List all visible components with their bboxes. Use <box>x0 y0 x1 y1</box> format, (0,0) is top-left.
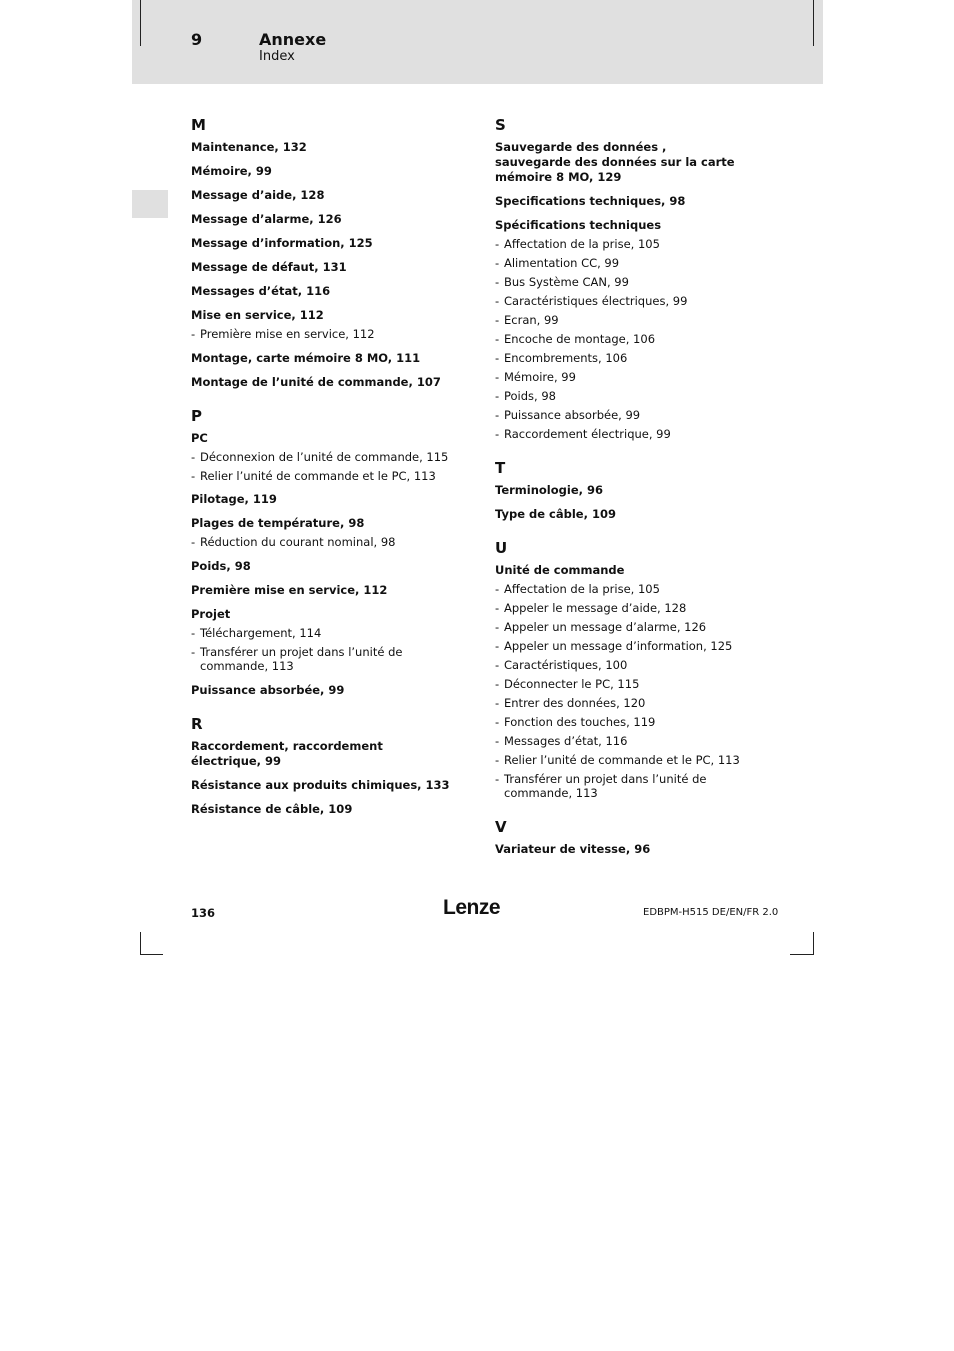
index-entry: Variateur de vitesse, 96 <box>495 841 651 856</box>
sub-entry: - Affectation de la prise, 105 <box>495 237 745 252</box>
sub-entry: - Encombrements, 106 <box>495 351 745 366</box>
index-entry: Résistance de câble, 109 <box>191 801 353 816</box>
index-section <box>495 116 745 442</box>
index-entry: Sauvegarde des données , sauvegarde des données sur la carte mémoire 8 MO, 129 <box>495 140 735 184</box>
index-entry: Spécifications techniques <box>495 218 662 232</box>
index-entry: Messages d’état, 116 <box>191 284 331 298</box>
section-letter: M <box>191 116 206 134</box>
crop-mark <box>790 954 814 955</box>
page-number: 136 <box>191 906 216 920</box>
sub-entry-list <box>191 626 451 674</box>
sub-entry: - Bus Système CAN, 99 <box>495 275 745 290</box>
chapter-title: Annexe <box>259 30 327 49</box>
index-column-right <box>495 116 745 874</box>
chapter-subtitle: Index <box>259 49 295 64</box>
sub-entry: - Réduction du courant nominal, 98 <box>191 535 451 550</box>
sub-entry: - Appeler un message d’information, 125 <box>495 639 745 654</box>
sub-entry-list <box>191 535 451 550</box>
section-letter: U <box>495 538 508 557</box>
index-entry: Specifications techniques, 98 <box>495 194 686 208</box>
index-entry: Raccordement, raccordement électrique, 99 <box>191 738 383 768</box>
sub-entry: - Première mise en service, 112 <box>191 327 451 342</box>
index-section <box>495 818 745 857</box>
crop-mark <box>813 0 814 46</box>
section-letter: S <box>495 116 506 134</box>
sub-entry: - Encoche de montage, 106 <box>495 332 745 347</box>
index-entry: Montage, carte mémoire 8 MO, 111 <box>191 350 421 365</box>
index-entry: Type de câble, 109 <box>495 506 616 521</box>
sub-entry: - Téléchargement, 114 <box>191 626 451 641</box>
index-section <box>495 539 745 801</box>
index-entry: Montage de l’unité de commande, 107 <box>191 374 441 389</box>
side-tab <box>132 190 168 218</box>
index-entry: Terminologie, 96 <box>495 482 603 497</box>
section-letter: T <box>495 458 506 477</box>
section-letter: P <box>191 406 202 425</box>
sub-entry: - Mémoire, 99 <box>495 370 745 385</box>
sub-entry: - Appeler le message d’aide, 128 <box>495 601 745 616</box>
sub-entry: - Appeler un message d’alarme, 126 <box>495 620 745 635</box>
sub-entry: - Puissance absorbée, 99 <box>495 408 745 423</box>
sub-entry: - Transférer un projet dans l’unité de commande, 113 <box>191 645 451 674</box>
index-entry: PC <box>191 430 208 445</box>
sub-entry: - Caractéristiques, 100 <box>495 658 745 673</box>
sub-entry: - Messages d’état, 116 <box>495 734 745 749</box>
index-entry: Poids, 98 <box>191 558 251 573</box>
section-letter: V <box>495 817 507 836</box>
index-entry: Message d’aide, 128 <box>191 188 325 202</box>
index-section <box>191 715 451 817</box>
crop-mark <box>140 0 141 46</box>
index-column-left <box>191 116 451 834</box>
index-entry: Maintenance, 132 <box>191 140 307 154</box>
index-entry: Mémoire, 99 <box>191 164 272 178</box>
index-section <box>191 407 451 698</box>
sub-entry-list <box>191 327 451 342</box>
index-entry: Message de défaut, 131 <box>191 260 347 274</box>
lenze-logo: Lenze <box>443 896 501 919</box>
document-id: EDBPM-H515 DE/EN/FR 2.0 <box>643 907 779 918</box>
index-entry: Pilotage, 119 <box>191 492 277 506</box>
header-band <box>132 0 823 84</box>
crop-mark <box>813 932 814 955</box>
sub-entry: - Poids, 98 <box>495 389 745 404</box>
sub-entry: - Alimentation CC, 99 <box>495 256 745 271</box>
sub-entry-list <box>191 450 451 484</box>
index-section <box>495 459 745 522</box>
sub-entry: - Relier l’unité de commande et le PC, 113 <box>191 469 451 484</box>
sub-entry-list <box>495 237 745 442</box>
section-letter: R <box>191 714 203 733</box>
index-entry: Message d’alarme, 126 <box>191 212 342 226</box>
index-entry: Résistance aux produits chimiques, 133 <box>191 777 450 792</box>
sub-entry: - Relier l’unité de commande et le PC, 113 <box>495 753 745 768</box>
sub-entry-list <box>495 582 745 801</box>
index-section <box>191 116 451 390</box>
index-entry: Mise en service, 112 <box>191 308 324 322</box>
sub-entry: - Déconnexion de l’unité de commande, 115 <box>191 450 451 465</box>
sub-entry: - Entrer des données, 120 <box>495 696 745 711</box>
chapter-number: 9 <box>191 30 203 49</box>
crop-mark <box>140 954 163 955</box>
sub-entry: - Déconnecter le PC, 115 <box>495 677 745 692</box>
sub-entry: - Caractéristiques électriques, 99 <box>495 294 745 309</box>
sub-entry: - Raccordement électrique, 99 <box>495 427 745 442</box>
crop-mark <box>140 932 141 955</box>
index-entry: Première mise en service, 112 <box>191 582 388 597</box>
index-entry: Unité de commande <box>495 562 625 577</box>
index-entry: Puissance absorbée, 99 <box>191 682 345 697</box>
index-entry: Plages de température, 98 <box>191 516 365 530</box>
sub-entry: - Affectation de la prise, 105 <box>495 582 745 597</box>
sub-entry: - Transférer un projet dans l’unité de commande, 113 <box>495 772 745 801</box>
index-entry: Projet <box>191 606 231 621</box>
sub-entry: - Fonction des touches, 119 <box>495 715 745 730</box>
sub-entry: - Ecran, 99 <box>495 313 745 328</box>
index-entry: Message d’information, 125 <box>191 236 373 250</box>
